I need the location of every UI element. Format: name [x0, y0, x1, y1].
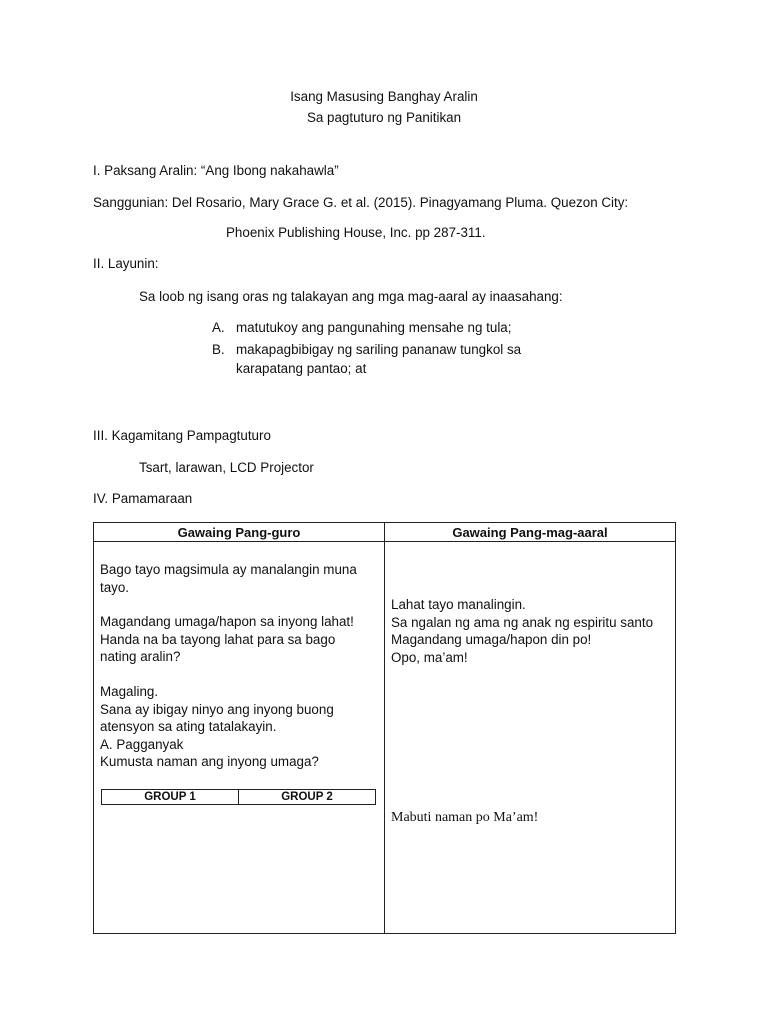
text-line: Opo, ma’am! [391, 649, 468, 665]
text-line: nating aralin? [100, 649, 181, 665]
text-line: Magandang umaga/hapon din po! [391, 632, 592, 648]
objective-letter: A. [212, 320, 225, 335]
objective-text: matutukoy ang pangunahing mensahe ng tula; [236, 320, 512, 335]
text-line: A. Pagganyak [100, 736, 184, 752]
group-2-label: GROUP 2 [239, 790, 376, 805]
student-text [391, 596, 653, 666]
layunin-heading: II. Layunin: [93, 256, 159, 271]
objective-letter: B. [212, 342, 225, 357]
text-line: Magandang umaga/hapon sa inyong lahat! [100, 614, 354, 630]
student-reply: Mabuti naman po Ma’am! [391, 810, 539, 825]
text-line: Bago tayo magsimula ay manalangin muna [100, 562, 357, 577]
student-column-header: Gawaing Pang-mag-aaral [385, 523, 676, 542]
text-line: Magaling. [100, 683, 159, 699]
student-cell [385, 542, 676, 934]
text-line: Kumusta naman ang inyong umaga? [100, 754, 319, 770]
pamamaraan-table [93, 522, 676, 934]
sanggunian-line-1: Sanggunian: Del Rosario, Mary Grace G. et al. (2015). Pinagyamang Pluma. Quezon City: [93, 195, 629, 210]
objective-text: makapagbibigay ng sariling pananaw tungkol sa [236, 342, 522, 357]
teacher-text [100, 561, 357, 771]
group-table [101, 789, 376, 805]
text-line: Handa na ba tayong lahat para sa bago [100, 631, 336, 647]
text-line: tayo. [100, 579, 130, 595]
text-line: Sa ngalan ng ama ng anak ng espiritu santo [391, 614, 654, 630]
pamamaraan-heading: IV. Pamamaraan [93, 491, 193, 506]
text-line: atensyon sa ating tatalakayin. [100, 719, 277, 735]
document-subtitle: Sa pagtuturo ng Panitikan [306, 110, 462, 125]
group-1-label: GROUP 1 [102, 790, 239, 805]
sanggunian-line-2: Phoenix Publishing House, Inc. pp 287-311. [226, 225, 486, 240]
objective-b [212, 342, 521, 357]
teacher-cell [94, 542, 385, 934]
paksang-aralin: I. Paksang Aralin: “Ang Ibong nakahawla” [93, 163, 339, 178]
text-line: Sana ay ibigay ninyo ang inyong buong [100, 701, 334, 717]
text-line: Lahat tayo manalingin. [391, 597, 526, 612]
kagamitan-items: Tsart, larawan, LCD Projector [139, 460, 314, 475]
document-title: Isang Masusing Banghay Aralin [290, 89, 478, 104]
kagamitan-heading: III. Kagamitang Pampagtuturo [93, 428, 271, 443]
teacher-column-header: Gawaing Pang-guro [94, 523, 385, 542]
objective-a [212, 320, 511, 335]
layunin-intro: Sa loob ng isang oras ng talakayan ang mga mag-aaral ay inaasahang: [139, 289, 563, 304]
objective-b-continuation: karapatang pantao; at [236, 361, 367, 376]
